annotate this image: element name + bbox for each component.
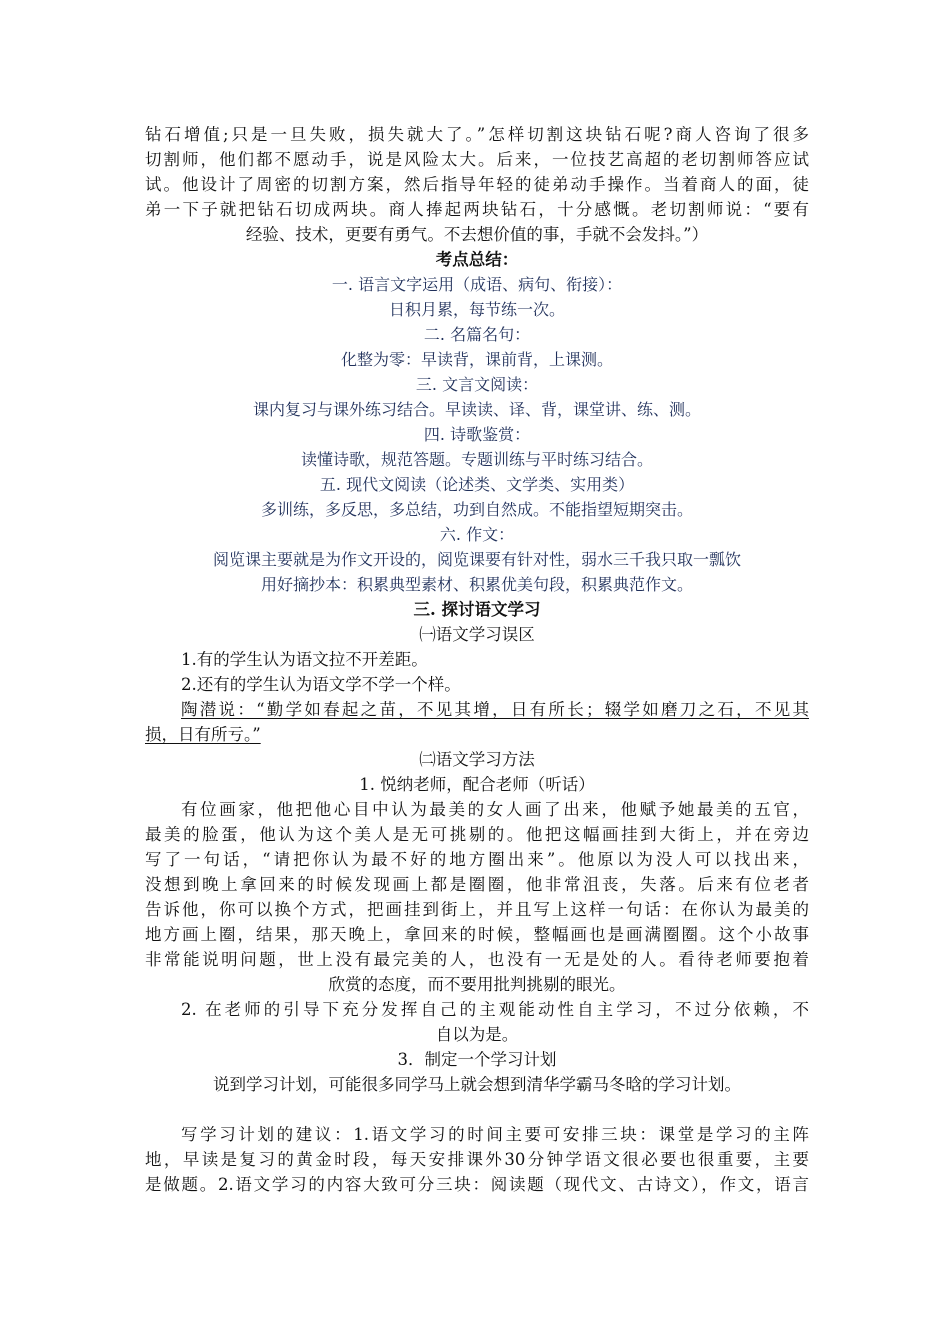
summary-item-body: 读懂诗歌，规范答题。专题训练与平时练习结合。 xyxy=(300,450,653,469)
subsection-heading: ㈡语文学习方法 xyxy=(419,750,535,769)
page-content xyxy=(145,122,809,1197)
summary-item-body: 多训练，多反思，多总结，功到自然成。不能指望短期突击。 xyxy=(260,500,693,519)
story-paragraph-line: 写了一句话，“请把你认为最不好的地方圈出来”。他原以为没人可以找出来， xyxy=(145,850,809,869)
paragraph-gap xyxy=(145,1097,809,1122)
story-paragraph-line: 有位画家，他把他心目中认为最美的女人画了出来，他赋予她最美的五官， xyxy=(181,800,809,819)
story-paragraph-line: 地方画上圈，结果，那天晚上，拿回来的时候，整幅画也是画满圈圈。这个小故事 xyxy=(145,925,809,944)
mistake-item: 1.有的学生认为语文拉不开差距。 xyxy=(181,650,428,669)
story-line: 钻石增值;只是一旦失败，损失就大了。”怎样切割这块钻石呢?商人咨询了很多 xyxy=(145,125,809,144)
mistake-item: 2.还有的学生认为语文学不学一个样。 xyxy=(181,675,461,694)
story-line: 试。他设计了周密的切割方案，然后指导年轻的徒弟动手操作。当着商人的面，徒 xyxy=(145,175,809,194)
section-heading: 三. 探讨语文学习 xyxy=(413,600,541,619)
summary-item-title: 一. 语言文字运用（成语、病句、衔接）： xyxy=(331,275,623,294)
summary-heading: 考点总结： xyxy=(435,250,519,269)
advice-line: 写学习计划的建议：1.语文学习的时间主要可安排三块：课堂是学习的主阵 xyxy=(181,1125,809,1144)
summary-item-body: 化整为零：早读背，课前背，上课测。 xyxy=(340,350,613,369)
subsection-heading: ㈠语文学习误区 xyxy=(419,625,535,644)
story-line: 经验、技术，更要有勇气。不去想价值的事，手就不会发抖。”） xyxy=(245,225,709,244)
summary-item-title: 三. 文言文阅读： xyxy=(415,375,539,394)
story-paragraph-line: 没想到晚上拿回来的时候发现画上都是圈圈，他非常沮丧，失落。后来有位老者 xyxy=(145,875,809,894)
summary-item-title: 六. 作文： xyxy=(439,525,515,544)
story-paragraph-line: 最美的脸蛋，他认为这个美人是无可挑剔的。他把这幅画挂到大街上，并在旁边 xyxy=(145,825,809,844)
summary-item-body: 课内复习与课外练习结合。早读读、译、背，课堂讲、练、测。 xyxy=(252,400,701,419)
quote-line: 陶潜说：“勤学如春起之苗，不见其增，日有所长；辍学如磨刀之石，不见其 xyxy=(181,700,809,719)
advice-line: 地，早读是复习的黄金时段，每天安排课外30分钟学语文很必要也很重要，主要 xyxy=(145,1150,809,1169)
method-heading: 2. 在老师的引导下充分发挥自己的主观能动性自主学习，不过分依赖，不 xyxy=(181,1000,809,1019)
method-heading: 1. 悦纳老师，配合老师（听话） xyxy=(359,775,595,794)
method-heading: 自以为是。 xyxy=(435,1025,519,1044)
quote-line: 损，日有所亏。” xyxy=(145,725,261,744)
story-paragraph-line: 非常能说明问题，世上没有最完美的人，也没有一无是处的人。看待老师要抱着 xyxy=(145,950,809,969)
summary-item-title: 二. 名篇名句： xyxy=(423,325,531,344)
story-paragraph-line: 欣赏的态度，而不要用批判挑剔的眼光。 xyxy=(328,975,626,994)
summary-extra-line: 用好摘抄本：积累典型素材、积累优美句段，积累典范作文。 xyxy=(260,575,693,594)
summary-item-body: 阅览课主要就是为作文开设的，阅览课要有针对性，弱水三千我只取一瓢饮 xyxy=(212,550,741,569)
summary-item-title: 五. 现代文阅读（论述类、文学类、实用类） xyxy=(319,475,635,494)
summary-item-body: 日积月累，每节练一次。 xyxy=(388,300,565,319)
story-line: 弟一下子就把钻石切成两块。商人捧起两块钻石，十分感慨。老切割师说：“要有 xyxy=(145,200,809,219)
method-heading: 3．制定一个学习计划 xyxy=(397,1050,557,1069)
story-paragraph-line: 告诉他，你可以换个方式，把画挂到街上，并且写上这样一句话：在你认为最美的 xyxy=(145,900,809,919)
summary-item-title: 四. 诗歌鉴赏： xyxy=(423,425,531,444)
plan-intro: 说到学习计划，可能很多同学马上就会想到清华学霸马冬晗的学习计划。 xyxy=(213,1075,741,1094)
advice-line: 是做题。2.语文学习的内容大致可分三块：阅读题（现代文、古诗文），作文，语言 xyxy=(145,1175,809,1194)
story-line: 切割师，他们都不愿动手，说是风险太大。后来，一位技艺高超的老切割师答应试 xyxy=(145,150,809,169)
